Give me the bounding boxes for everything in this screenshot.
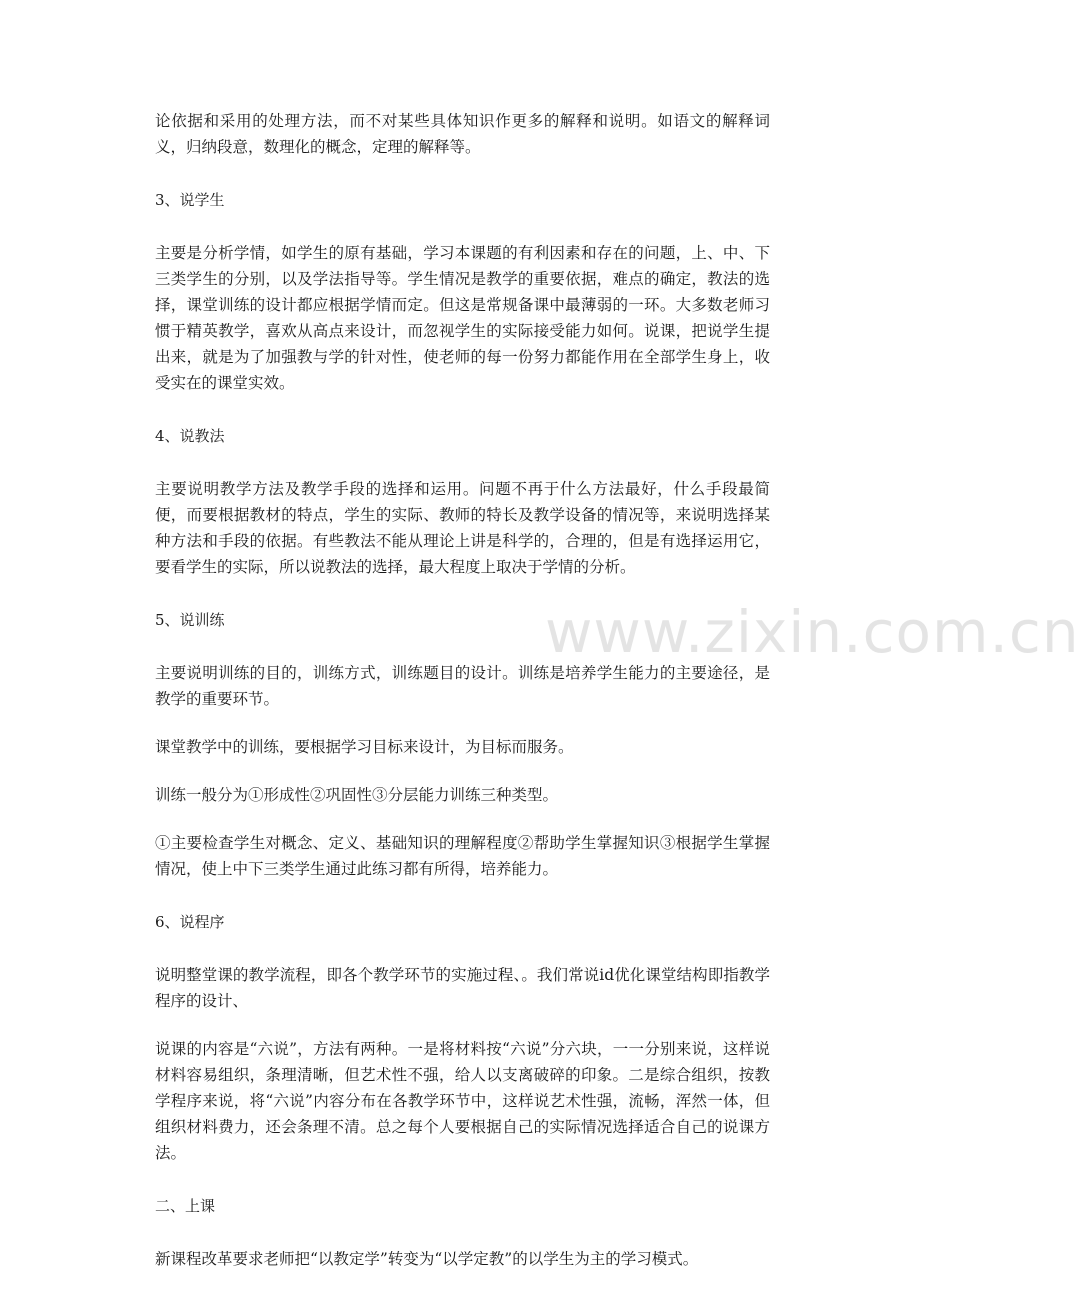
paragraph-training-3: 训练一般分为①形成性②巩固性③分层能力训练三种类型。 bbox=[155, 786, 559, 804]
heading-students: 3、说学生 bbox=[155, 191, 225, 209]
paragraph-students: 主要是分析学情，如学生的原有基础，学习本课题的有利因素和存在的问题，上、中、下三类学生的分别，以及学法指导等。学生情况是教学的重要依据，难点的确定，教法的选择，课堂训练的设计都应根据学情而定。但这是常规备课中最薄弱的一环。大多数老师习惯于精英教学，喜欢从高点来设计，而忽视学生的实际接受能力如何。说课，把说学生提出来，就是为了加强教与学的针对性，使老师的每一份努力都能作用在全部学生身上，收受实在的课堂实效。 bbox=[155, 244, 770, 392]
document-body bbox=[155, 108, 770, 1272]
watermark-text: www.zixin.com.cn bbox=[545, 598, 1080, 666]
heading-procedure: 6、说程序 bbox=[155, 913, 225, 931]
paragraph-procedure-1: 说明整堂课的教学流程，即各个教学环节的实施过程、。我们常说id优化课堂结构即指教学程序的设计、 bbox=[155, 966, 770, 1010]
heading-class: 二、上课 bbox=[155, 1197, 216, 1215]
paragraph-intro: 论依据和采用的处理方法，而不对某些具体知识作更多的解释和说明。如语文的解释词义，归纳段意，数理化的概念，定理的解释等。 bbox=[155, 112, 770, 156]
paragraph-class: 新课程改革要求老师把“以教定学”转变为“以学定教”的以学生为主的学习模式。 bbox=[155, 1250, 699, 1268]
paragraph-procedure-2: 说课的内容是“六说”，方法有两种。一是将材料按“六说”分六块，一一分别来说，这样说材料容易组织，条理清晰，但艺术性不强，给人以支离破碎的印象。二是综合组织，按教学程序来说，将“六说”内容分布在各教学环节中，这样说艺术性强，流畅，浑然一体，但组织材料费力，还会条理不清。总之每个人要根据自己的实际情况选择适合自己的说课方法。 bbox=[155, 1040, 770, 1162]
paragraph-training-1: 主要说明训练的目的，训练方式，训练题目的设计。训练是培养学生能力的主要途径，是教学的重要环节。 bbox=[155, 664, 770, 708]
paragraph-methods: 主要说明教学方法及教学手段的选择和运用。问题不再于什么方法最好，什么手段最简便，而要根据教材的特点，学生的实际、教师的特长及教学设备的情况等，来说明选择某种方法和手段的依据。有些教法不能从理论上讲是科学的，合理的，但是有选择运用它，要看学生的实际，所以说教法的选择，最大程度上取决于学情的分析。 bbox=[155, 480, 770, 576]
heading-training: 5、说训练 bbox=[155, 611, 225, 629]
paragraph-training-4: ①主要检查学生对概念、定义、基础知识的理解程度②帮助学生掌握知识③根据学生掌握情况，使上中下三类学生通过此练习都有所得，培养能力。 bbox=[155, 834, 770, 878]
heading-methods: 4、说教法 bbox=[155, 427, 225, 445]
paragraph-training-2: 课堂教学中的训练，要根据学习目标来设计，为目标而服务。 bbox=[155, 738, 574, 756]
